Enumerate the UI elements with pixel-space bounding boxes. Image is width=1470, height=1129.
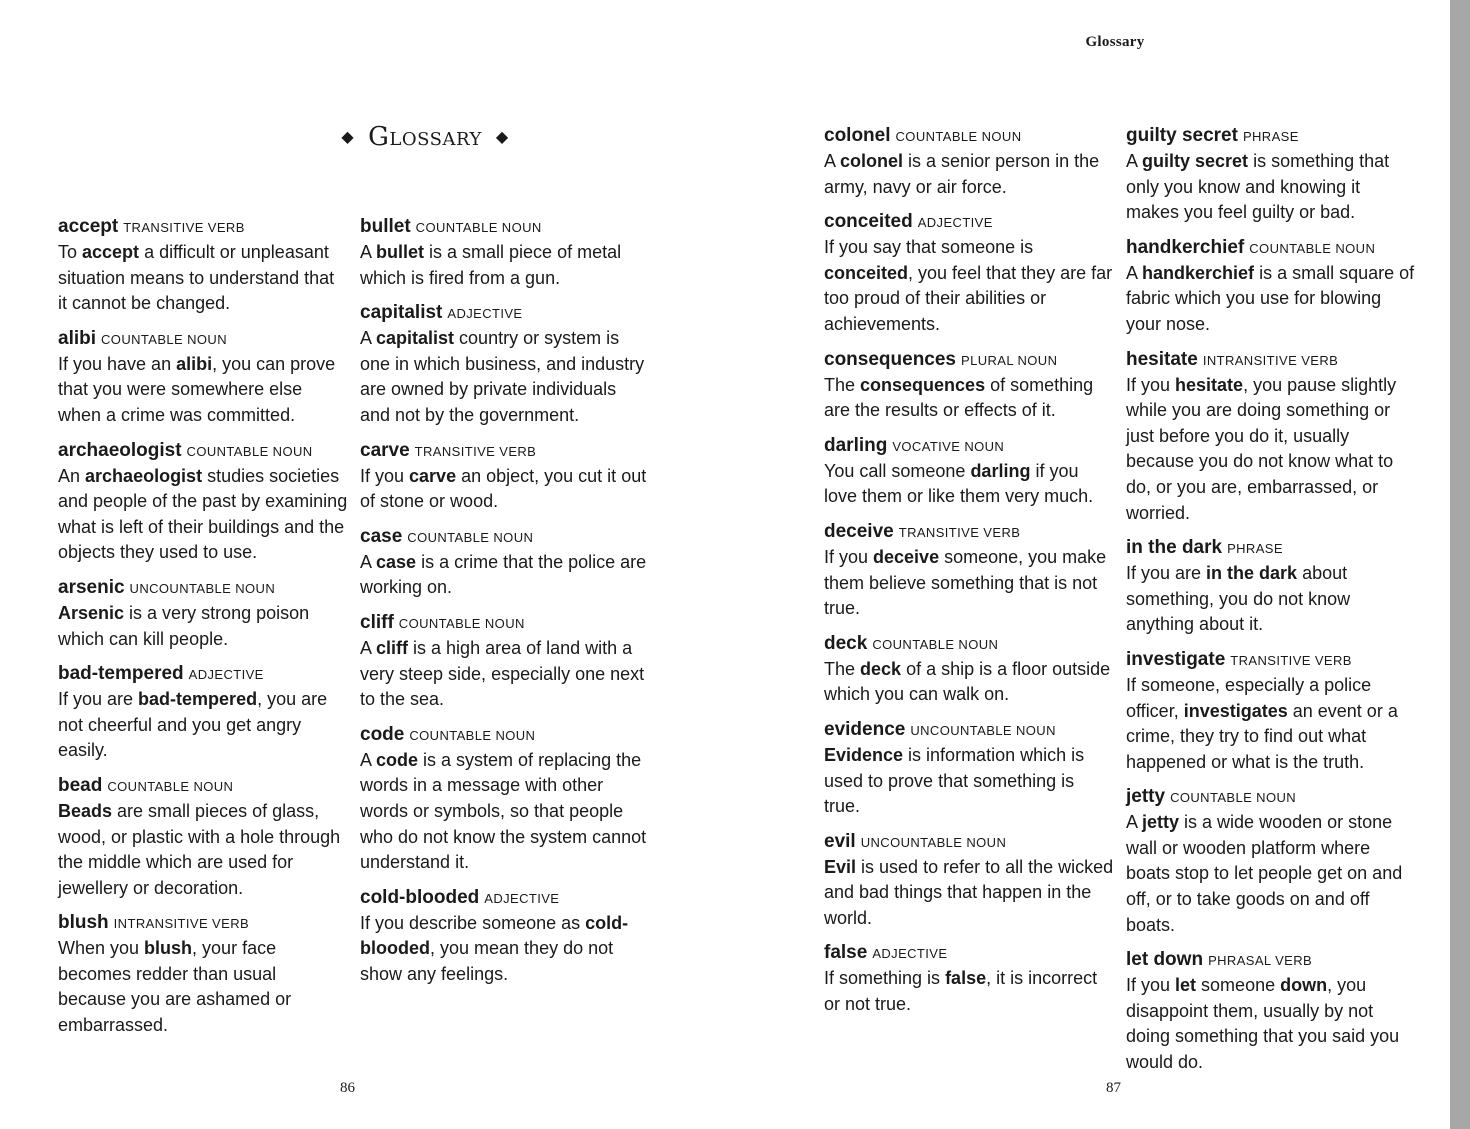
definition-term: guilty secret bbox=[1142, 151, 1249, 171]
definition-term: Arsenic bbox=[58, 602, 125, 623]
definition bbox=[58, 352, 348, 429]
part-of-speech: COUNTABLE NOUN bbox=[186, 443, 313, 459]
definition bbox=[360, 636, 650, 713]
definition-text: someone, you make them believe something that is not true. bbox=[824, 546, 1107, 619]
definition-text: , you are not cheerful and you get angry easily. bbox=[58, 689, 328, 761]
headword: cold-blooded bbox=[360, 886, 480, 908]
entry-headword-line bbox=[824, 433, 1114, 459]
part-of-speech: COUNTABLE NOUN bbox=[409, 727, 536, 743]
part-of-speech: INTRANSITIVE VERB bbox=[1202, 352, 1339, 368]
entry-headword-line bbox=[1126, 123, 1416, 149]
definition-text: is a wide wooden or stone wall or wooden platform where boats stop to let people get on and off, or to take goods on and off boats. bbox=[1126, 812, 1403, 935]
definition-term: deceive bbox=[873, 546, 940, 567]
glossary-entry bbox=[58, 661, 348, 764]
definition-text: is a system of replacing the words in a message with other words or symbols, so that people who do not know the system cannot understand it. bbox=[360, 749, 647, 873]
definition-text: country or system is one in which business, and industry are owned by private individuals and not by the government. bbox=[360, 328, 645, 425]
entry-headword-line bbox=[824, 209, 1114, 235]
part-of-speech: PHRASE bbox=[1227, 541, 1283, 557]
entry-headword-line bbox=[824, 347, 1114, 373]
definition-text: If something is bbox=[824, 968, 946, 989]
headword: consequences bbox=[824, 348, 956, 370]
glossary-entry bbox=[824, 631, 1114, 708]
definition-term: handkerchief bbox=[1142, 262, 1255, 283]
definition-text: If you have an bbox=[58, 353, 177, 374]
part-of-speech: PHRASAL VERB bbox=[1208, 953, 1313, 969]
entry-headword-line bbox=[58, 910, 348, 936]
definition-text: , you can prove that you were somewhere else when a crime was committed. bbox=[58, 353, 336, 425]
definition bbox=[58, 464, 348, 566]
definition bbox=[58, 240, 348, 317]
entry-headword-line bbox=[58, 438, 348, 464]
glossary-entry bbox=[824, 829, 1114, 932]
part-of-speech: TRANSITIVE VERB bbox=[898, 524, 1021, 540]
definition-text: , it is incorrect or not true. bbox=[824, 968, 1098, 1015]
headword: false bbox=[824, 942, 868, 964]
page-edge-shadow bbox=[1450, 0, 1470, 1129]
definition bbox=[1126, 561, 1416, 638]
glossary-entry bbox=[58, 438, 348, 566]
definition-text: The bbox=[824, 658, 861, 679]
definition bbox=[58, 601, 348, 652]
entry-headword-line bbox=[360, 438, 650, 464]
entry-headword-line bbox=[1126, 647, 1416, 673]
headword: darling bbox=[824, 434, 888, 456]
headword: let down bbox=[1126, 949, 1204, 971]
definition-text: an event or a crime, they try to find out what happened or what is the truth. bbox=[1126, 700, 1398, 772]
part-of-speech: TRANSITIVE VERB bbox=[414, 443, 537, 459]
glossary-entry bbox=[360, 438, 650, 515]
glossary-entry bbox=[58, 326, 348, 429]
definition-text: is a very strong poison which can kill people. bbox=[58, 602, 310, 649]
entry-headword-line bbox=[824, 940, 1114, 966]
part-of-speech: COUNTABLE NOUN bbox=[398, 615, 525, 631]
definition-text: is a small square of fabric which you use for blowing your nose. bbox=[1126, 262, 1415, 334]
part-of-speech: UNCOUNTABLE NOUN bbox=[129, 580, 276, 596]
part-of-speech: COUNTABLE NOUN bbox=[1170, 790, 1297, 806]
part-of-speech: ADJECTIVE bbox=[447, 306, 523, 322]
glossary-entry bbox=[360, 524, 650, 601]
headword: archaeologist bbox=[58, 439, 182, 461]
definition-term: investigates bbox=[1183, 700, 1288, 721]
definition-term: bullet bbox=[376, 242, 425, 262]
entry-headword-line bbox=[824, 829, 1114, 855]
definition-text: A bbox=[1126, 151, 1143, 171]
page-title: ◆ Glossary ◆ bbox=[341, 122, 509, 152]
part-of-speech: COUNTABLE NOUN bbox=[872, 636, 999, 652]
definition-term: Evil bbox=[824, 856, 857, 877]
definition-term: accept bbox=[82, 242, 140, 262]
entry-headword-line bbox=[1126, 347, 1416, 373]
glossary-entry bbox=[58, 773, 348, 901]
entry-headword-line bbox=[58, 661, 348, 687]
glossary-entry bbox=[1126, 647, 1416, 775]
definition-text: of a ship is a floor outside which you can walk on. bbox=[824, 658, 1111, 705]
definition bbox=[1126, 261, 1416, 338]
headword: bullet bbox=[360, 216, 411, 237]
definition-term: hesitate bbox=[1175, 374, 1244, 395]
definition-text: is something that only you know and knowing it makes you feel guilty or bad. bbox=[1126, 151, 1390, 223]
definition-text: an object, you cut it out of stone or wood. bbox=[360, 465, 647, 512]
diamond-ornament-icon: ◆ bbox=[495, 127, 509, 146]
headword: evidence bbox=[824, 718, 906, 740]
entry-headword-line bbox=[824, 123, 1114, 149]
entry-headword-line bbox=[58, 575, 348, 601]
entry-headword-line bbox=[360, 214, 650, 240]
entry-headword-line bbox=[360, 885, 650, 911]
part-of-speech: COUNTABLE NOUN bbox=[101, 331, 227, 347]
definition-term: Evidence bbox=[824, 744, 904, 765]
definition bbox=[824, 235, 1114, 337]
definition-text: A bbox=[360, 749, 377, 770]
definition bbox=[1126, 810, 1416, 938]
definition bbox=[1126, 373, 1416, 527]
glossary-entry bbox=[58, 910, 348, 1038]
part-of-speech: INTRANSITIVE VERB bbox=[113, 916, 250, 932]
entry-headword-line bbox=[824, 717, 1114, 743]
part-of-speech: PLURAL NOUN bbox=[961, 352, 1058, 368]
part-of-speech: TRANSITIVE VERB bbox=[1230, 652, 1352, 668]
definition-text: is used to refer to all the wicked and bad things that happen in the world. bbox=[824, 856, 1114, 928]
glossary-entry bbox=[824, 433, 1114, 510]
entry-headword-line bbox=[360, 300, 650, 326]
headword: cliff bbox=[360, 611, 394, 633]
definition-term: in the dark bbox=[1206, 563, 1298, 584]
definition-text: , your face becomes redder than usual because you are ashamed or embarrassed. bbox=[58, 938, 292, 1036]
entry-headword-line bbox=[360, 610, 650, 636]
definition-term: let bbox=[1175, 975, 1197, 996]
definition-term: alibi bbox=[176, 353, 213, 374]
glossary-entry bbox=[824, 940, 1114, 1017]
headword: arsenic bbox=[58, 576, 125, 598]
definition-text: if you love them or like them very much. bbox=[824, 460, 1094, 507]
headword: colonel bbox=[824, 125, 891, 146]
headword: blush bbox=[58, 912, 109, 934]
definition-text: is information which is used to prove that something is true. bbox=[824, 744, 1085, 817]
definition-term: carve bbox=[409, 465, 457, 486]
definition-term: down bbox=[1280, 975, 1328, 996]
glossary-entry bbox=[1126, 947, 1416, 1075]
definition-text: An bbox=[58, 465, 86, 486]
definition-text: When you bbox=[58, 938, 145, 959]
definition-text: If you bbox=[1126, 975, 1176, 996]
glossary-column-4 bbox=[1126, 123, 1416, 1085]
definition bbox=[1126, 973, 1416, 1075]
definition bbox=[360, 326, 650, 428]
definition-text: If you bbox=[824, 546, 874, 567]
definition-term: cliff bbox=[376, 637, 409, 658]
definition bbox=[1126, 673, 1416, 775]
part-of-speech: COUNTABLE NOUN bbox=[415, 220, 542, 235]
definition-text: If you say that someone is bbox=[824, 237, 1034, 258]
definition bbox=[824, 373, 1114, 424]
glossary-entry bbox=[360, 722, 650, 876]
definition-term: blush bbox=[144, 938, 193, 959]
definition-text: a difficult or unpleasant situation means to understand that it cannot be changed. bbox=[58, 242, 335, 314]
headword: capitalist bbox=[360, 302, 443, 324]
part-of-speech: ADJECTIVE bbox=[917, 215, 993, 231]
definition bbox=[824, 855, 1114, 932]
definition-term: capitalist bbox=[376, 328, 455, 349]
definition-text: If someone, especially a police officer, bbox=[1126, 674, 1372, 721]
definition-term: colonel bbox=[840, 151, 904, 171]
definition bbox=[824, 545, 1114, 622]
running-head: Glossary bbox=[1085, 34, 1145, 50]
entry-headword-line bbox=[1126, 784, 1416, 810]
page-number-left: 86 bbox=[340, 1080, 355, 1096]
definition bbox=[360, 240, 650, 291]
headword: investigate bbox=[1126, 648, 1226, 670]
definition bbox=[58, 799, 348, 901]
definition-term: archaeologist bbox=[85, 465, 203, 486]
definition-term: bad-tempered bbox=[138, 689, 258, 710]
definition-text: is a high area of land with a very steep side, especially one next to the sea. bbox=[360, 637, 645, 710]
definition-text: A bbox=[1126, 262, 1143, 283]
definition bbox=[360, 748, 650, 876]
definition-text: The bbox=[824, 374, 861, 395]
definition-text: A bbox=[360, 242, 377, 262]
glossary-entry bbox=[824, 123, 1114, 200]
headword: code bbox=[360, 723, 405, 745]
definition-term: cold-blooded bbox=[360, 912, 629, 959]
glossary-entry bbox=[58, 214, 348, 317]
headword: bead bbox=[58, 774, 103, 796]
headword: hesitate bbox=[1126, 348, 1198, 370]
glossary-entry bbox=[360, 214, 650, 291]
glossary-entry bbox=[824, 209, 1114, 337]
definition bbox=[1126, 149, 1416, 226]
glossary-entry bbox=[360, 610, 650, 713]
definition-text: A bbox=[1126, 812, 1143, 833]
glossary-entry bbox=[1126, 235, 1416, 338]
definition-text: are small pieces of glass, wood, or plastic with a hole through the middle which are used for jewellery or decoration. bbox=[58, 800, 341, 898]
headword: accept bbox=[58, 216, 119, 237]
definition-text: studies societies and people of the past by examining what is left of their buildings and the objects they used to use. bbox=[58, 465, 348, 563]
definition bbox=[824, 743, 1114, 820]
definition-term: jetty bbox=[1142, 812, 1180, 833]
entry-headword-line bbox=[824, 519, 1114, 545]
entry-headword-line bbox=[360, 524, 650, 550]
part-of-speech: COUNTABLE NOUN bbox=[1249, 240, 1376, 256]
glossary-entry bbox=[824, 519, 1114, 622]
part-of-speech: UNCOUNTABLE NOUN bbox=[910, 722, 1056, 738]
definition-text: of something are the results or effects of it. bbox=[824, 374, 1094, 421]
part-of-speech: TRANSITIVE VERB bbox=[123, 220, 245, 235]
definition-text: about something, you do not know anything about it. bbox=[1126, 563, 1351, 635]
definition bbox=[360, 464, 650, 515]
definition-text: A bbox=[360, 637, 377, 658]
glossary-entry bbox=[824, 717, 1114, 820]
definition-text: To bbox=[58, 242, 83, 262]
part-of-speech: PHRASE bbox=[1242, 129, 1299, 144]
part-of-speech: COUNTABLE NOUN bbox=[107, 778, 234, 794]
definition-text: , you mean they do not show any feelings. bbox=[360, 938, 614, 984]
glossary-entry bbox=[360, 885, 650, 988]
definition-text: If you describe someone as bbox=[360, 912, 586, 933]
definition-text: someone bbox=[1196, 975, 1281, 996]
entry-headword-line bbox=[1126, 947, 1416, 973]
glossary-column-1 bbox=[58, 214, 348, 1048]
headword: evil bbox=[824, 830, 856, 852]
part-of-speech: COUNTABLE NOUN bbox=[895, 129, 1022, 144]
entry-headword-line bbox=[58, 326, 348, 352]
definition-text: A bbox=[360, 328, 377, 349]
headword: jetty bbox=[1126, 786, 1166, 808]
diamond-ornament-icon: ◆ bbox=[341, 127, 355, 146]
definition bbox=[58, 936, 348, 1038]
entry-headword-line bbox=[1126, 235, 1416, 261]
glossary-entry bbox=[1126, 784, 1416, 938]
headword: deceive bbox=[824, 520, 894, 542]
definition-term: case bbox=[376, 551, 417, 572]
definition bbox=[824, 459, 1114, 510]
entry-headword-line bbox=[58, 773, 348, 799]
definition-text: , you pause slightly while you are doing something or just before you do it, usually because you do not know what to do, or you are, embarrassed, or worried. bbox=[1126, 374, 1397, 523]
definition-text: A bbox=[360, 551, 377, 572]
headword: conceited bbox=[824, 211, 913, 233]
definition bbox=[360, 550, 650, 601]
definition-text: If you are bbox=[58, 689, 139, 710]
part-of-speech: ADJECTIVE bbox=[188, 667, 264, 683]
glossary-entry bbox=[58, 575, 348, 652]
headword: alibi bbox=[58, 327, 97, 349]
definition-term: code bbox=[376, 749, 419, 770]
definition-term: deck bbox=[860, 658, 902, 679]
glossary-column-3 bbox=[824, 123, 1114, 1027]
definition-text: is a crime that the police are working on. bbox=[360, 551, 647, 598]
glossary-entry bbox=[824, 347, 1114, 424]
headword: in the dark bbox=[1126, 537, 1223, 559]
entry-headword-line bbox=[824, 631, 1114, 657]
glossary-column-2 bbox=[360, 214, 650, 996]
definition-text: , you disappoint them, usually by not doing something that you said you would do. bbox=[1126, 975, 1400, 1073]
headword: case bbox=[360, 525, 403, 547]
definition-text: is a senior person in the army, navy or air force. bbox=[824, 151, 1100, 197]
definition-text: If you bbox=[360, 465, 410, 486]
entry-headword-line bbox=[360, 722, 650, 748]
glossary-entry bbox=[360, 300, 650, 428]
definition-term: darling bbox=[970, 460, 1031, 481]
part-of-speech: COUNTABLE NOUN bbox=[407, 529, 534, 545]
glossary-entry bbox=[1126, 535, 1416, 638]
definition bbox=[58, 687, 348, 764]
definition-text: is a small piece of metal which is fired from a gun. bbox=[360, 242, 622, 288]
glossary-entry bbox=[1126, 123, 1416, 226]
headword: carve bbox=[360, 439, 410, 461]
definition bbox=[360, 911, 650, 988]
headword: bad-tempered bbox=[58, 663, 184, 685]
part-of-speech: UNCOUNTABLE NOUN bbox=[860, 834, 1007, 850]
definition-term: conceited bbox=[824, 262, 909, 283]
definition-term: consequences bbox=[860, 374, 986, 395]
definition bbox=[824, 149, 1114, 200]
headword: deck bbox=[824, 632, 868, 654]
headword: guilty secret bbox=[1126, 125, 1238, 146]
definition-text: You call someone bbox=[824, 460, 971, 481]
part-of-speech: ADJECTIVE bbox=[484, 890, 560, 906]
definition-text: , you feel that they are far too proud of their abilities or achievements. bbox=[824, 262, 1113, 334]
definition-text: A bbox=[824, 151, 841, 171]
entry-headword-line bbox=[1126, 535, 1416, 561]
definition-term: false bbox=[945, 968, 987, 989]
definition bbox=[824, 966, 1114, 1017]
page-number-right: 87 bbox=[1106, 1080, 1121, 1096]
definition bbox=[824, 657, 1114, 708]
entry-headword-line bbox=[58, 214, 348, 240]
glossary-entry bbox=[1126, 347, 1416, 527]
headword: handkerchief bbox=[1126, 236, 1245, 258]
part-of-speech: ADJECTIVE bbox=[872, 946, 948, 962]
definition-term: Beads bbox=[58, 800, 113, 821]
definition-text: If you are bbox=[1126, 563, 1207, 584]
definition-text: If you bbox=[1126, 374, 1176, 395]
part-of-speech: VOCATIVE NOUN bbox=[892, 438, 1005, 454]
